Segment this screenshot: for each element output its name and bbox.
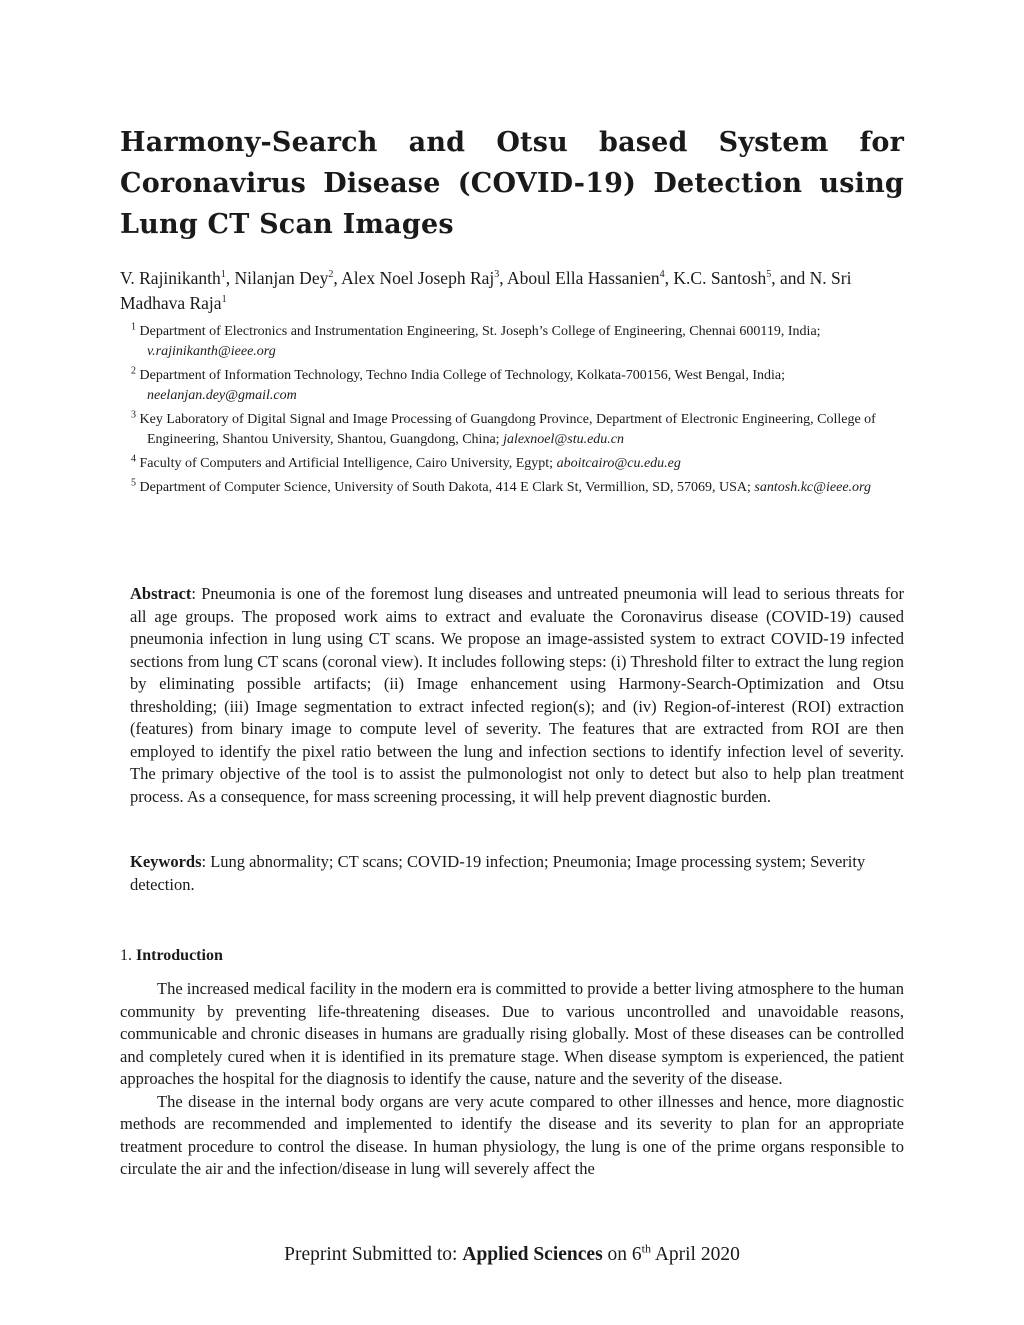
affiliation-3: $^3$ Key Laboratory of Digital Signal and Image Processing of Guangdong Province, Department of Electronic Engineering, College of Engineering, Shantou University, Shantou, Guangdong, China; jalexnoel@stu.edu.cn	[131, 409, 876, 447]
abstract	[130, 583, 904, 808]
preprint-footer: Preprint Submitted to: Applied Sciences on 6th April 2020	[284, 1241, 740, 1265]
author: Alex Noel Joseph Raj$^3$	[341, 268, 500, 288]
paper-title: Harmony-Search and Otsu based System for Coronavirus Disease (COVID-19) Detection using Lung CT Scan Images	[120, 127, 904, 240]
keywords-label: Keywords	[130, 852, 202, 871]
affiliations	[131, 322, 911, 502]
section-heading-introduction: 1. Introduction	[120, 947, 223, 964]
keywords-text: : Lung abnormality; CT scans; COVID-19 infection; Pneumonia; Image processing system; Severity detection.	[130, 852, 866, 894]
author-email-link[interactable]: jalexnoel@stu.edu.cn	[503, 432, 625, 447]
abstract-label: Abstract	[130, 584, 192, 603]
author-email-link[interactable]: santosh.kc@ieee.org	[754, 480, 871, 495]
author: N. Sri Madhava Raja$^1$	[120, 268, 852, 313]
author-list: V. Rajinikanth$^1$, Nilanjan Dey$^2$, Alex Noel Joseph Raj$^3$, Aboul Ella Hassanien$^4$, K.C. Santosh$^5$, and N. Sri Madhava Raja$^1$	[120, 268, 852, 313]
author-email-link[interactable]: v.rajinikanth@ieee.org	[147, 344, 276, 359]
affiliation-2: $^2$ Department of Information Technology, Techno India College of Technology, Kolkata-700156, West Bengal, India; neelanjan.dey@gmail.com	[131, 365, 785, 403]
author-email-link[interactable]: aboitcairo@cu.edu.eg	[556, 456, 681, 471]
author-email-link[interactable]: neelanjan.dey@gmail.com	[147, 388, 297, 403]
author: K.C. Santosh$^5$	[673, 268, 772, 288]
affiliation-5: $^5$ Department of Computer Science, University of South Dakota, 414 E Clark St, Vermillion, SD, 57069, USA; santosh.kc@ieee.org	[131, 477, 871, 495]
keywords	[130, 851, 904, 896]
introduction-body	[120, 978, 904, 1181]
journal-name: Applied Sciences	[462, 1244, 603, 1265]
author: Nilanjan Dey$^2$	[234, 268, 334, 288]
affiliation-1: $^1$ Department of Electronics and Instrumentation Engineering, St. Joseph’s College of Engineering, Chennai 600119, India; v.rajinikanth@ieee.org	[131, 321, 821, 359]
affiliation-4: $^4$ Faculty of Computers and Artificial Intelligence, Cairo University, Egypt; aboitcairo@cu.edu.eg	[131, 453, 681, 471]
abstract-text: : Pneumonia is one of the foremost lung diseases and untreated pneumonia will lead to serious threats for all age groups. The proposed work aims to extract and evaluate the Coronavirus disease (COVID-19) caused pneumonia infection in lung using CT scans. We propose an image-assisted system to extract COVID-19 infected sections from lung CT scans (coronal view). It includes following steps: (i) Threshold filter to extract the lung region by eliminating possible artifacts; (ii) Image enhancement using Harmony-Search-Optimization and Otsu thresholding; (iii) Image segmentation to extract infected region(s); and (iv) Region-of-interest (ROI) extraction (features) from binary image to compute level of severity. The features that are extracted from ROI are then employed to identify the pixel ratio between the lung and infection sections to identify infection level of severity. The primary objective of the tool is to assist the pulmonologist not only to detect but also to help plan treatment process. As a consequence, for mass screening processing, it will help prevent diagnostic burden.	[130, 584, 904, 806]
author: Aboul Ella Hassanien$^4$	[507, 268, 665, 288]
author: V. Rajinikanth$^1$	[120, 268, 226, 288]
intro-paragraph: The increased medical facility in the modern era is committed to provide a better living atmosphere to the human community by preventing life-threatening diseases. Due to various uncontrolled and unavoidable reasons, communicable and chronic diseases in humans are gradually rising globally. Most of these diseases can be controlled and completely cured when it is identified in its premature stage. When disease symptom is experienced, the patient approaches the hospital for the diagnosis to identify the cause, nature and the severity of the disease.	[120, 979, 904, 1088]
intro-paragraph: The disease in the internal body organs are very acute compared to other illnesses and hence, more diagnostic methods are recommended and implemented to identify the disease and its severity to plan for an appropriate treatment procedure to control the disease. In human physiology, the lung is one of the prime organs responsible to circulate the air and the infection/disease in lung will severely affect the	[120, 1091, 904, 1178]
